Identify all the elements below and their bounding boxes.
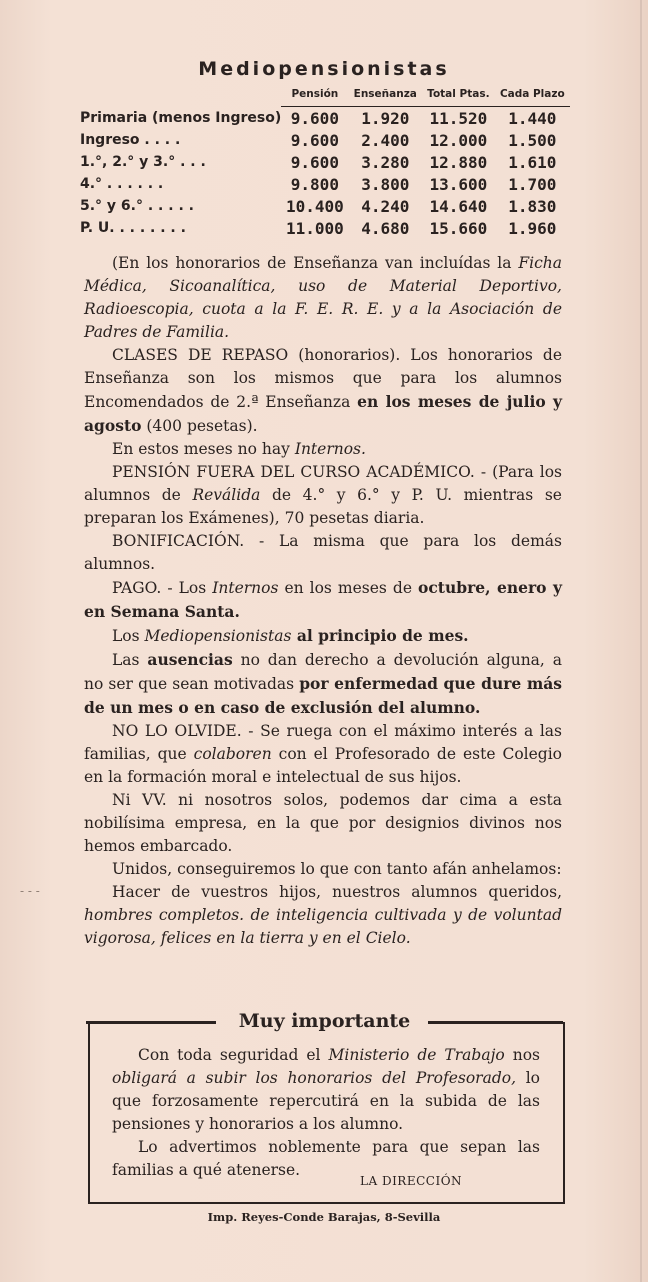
- body-text: [84, 252, 562, 950]
- text: en los meses de: [278, 579, 419, 597]
- text: con el Profesorado de este Colegio en la formación moral e intelectual de sus hijos.: [84, 745, 562, 786]
- table-row: [80, 173, 570, 195]
- text: NO LO OLVIDE. - Se ruega con el máximo interés a las familias, que: [84, 722, 562, 763]
- signature: LA DIRECCIÓN: [360, 1174, 463, 1188]
- cell-value: 1.610: [508, 152, 557, 172]
- header-plazo: Cada Plazo: [495, 88, 570, 107]
- cell-value: 3.800: [361, 174, 410, 194]
- cell-value: 4.240: [361, 196, 410, 216]
- paragraph-no-lo-olvide: [84, 720, 562, 789]
- text: Hacer de vuestros hijos, nuestros alumnos queridos,: [112, 883, 562, 901]
- cell-value: 1.500: [508, 130, 557, 150]
- row-label: 4.° . . . . . .: [80, 176, 164, 192]
- text-italic: Internos: [212, 579, 279, 597]
- cell-value: 11.000: [285, 218, 344, 238]
- text: CLASES DE REPASO (honorarios). Los honorarios de Enseñanza son los mismos que para los alumnos Encomendados de 2.ª Enseñanza: [84, 346, 562, 411]
- text: En estos meses no hay: [112, 440, 295, 458]
- text-italic: Mediopensionistas: [144, 627, 292, 645]
- row-label: P. U. . . . . . . .: [80, 220, 186, 236]
- table-row: [80, 129, 570, 151]
- text: (En los honorarios de Enseñanza van incluídas la: [112, 254, 519, 272]
- cell-value: 4.680: [361, 218, 410, 238]
- text-bold: en los meses de julio y agosto: [84, 392, 562, 435]
- text-bold: octubre, enero y en Semana Santa.: [84, 578, 563, 621]
- text: lo que forzosamente repercutirá en la subida de las pensiones y honorarios a los alumno.: [112, 1069, 541, 1133]
- row-label: 5.° y 6.° . . . . .: [80, 198, 194, 214]
- header-total: Total Ptas.: [422, 88, 495, 107]
- paragraph-inclusions: [84, 252, 562, 344]
- paragraph-pension-fuera: [84, 461, 562, 530]
- header-pension: Pensión: [281, 88, 348, 107]
- cell-value: 10.400: [285, 196, 344, 216]
- row-label: Ingreso . . . .: [80, 132, 181, 148]
- text-italic: Ministerio de Trabajo: [328, 1046, 505, 1064]
- text-bold: por enfermedad que dure más de un mes o en caso de exclusión del alumno.: [84, 674, 562, 717]
- table-header-row: [80, 88, 570, 107]
- paragraph-internos: [84, 438, 562, 461]
- table-row: [80, 195, 570, 217]
- text-bold: ausencias: [147, 650, 233, 669]
- cell-value: 12.000: [429, 130, 488, 150]
- paragraph-pago: [84, 576, 562, 624]
- page-title: Mediopensionistas: [198, 58, 450, 80]
- header-blank: [80, 88, 281, 107]
- cell-value: 12.880: [429, 152, 488, 172]
- text: no dan derecho a devolución alguna, a no ser que sean motivadas: [84, 651, 562, 693]
- notice-paragraph: [112, 1044, 540, 1136]
- table-row: [80, 217, 570, 239]
- text: PENSIÓN FUERA DEL CURSO ACADÉMICO. - (Para los alumnos de: [84, 463, 562, 504]
- text-italic: hombres completos. de inteligencia cultivada y de voluntad vigorosa, felices en la tierra y en el Cielo.: [84, 906, 562, 947]
- fees-table: [80, 88, 570, 239]
- cell-value: 1.440: [508, 108, 557, 128]
- cell-value: 15.660: [429, 218, 488, 238]
- header-ensenanza: Enseñanza: [348, 88, 422, 107]
- cell-value: 3.280: [361, 152, 410, 172]
- text-italic: Ficha Médica, Sicoanalítica, uso de Material Deportivo, Radioescopia, cuota a la F. E. R. E. y a la Asociación de Padres de Familia.: [84, 254, 562, 341]
- paragraph-bonificacion: BONIFICACIÓN. - La misma que para los demás alumnos.: [84, 532, 562, 573]
- cell-value: 9.800: [290, 174, 339, 194]
- text: Los: [112, 627, 145, 645]
- paragraph-hacer: [84, 881, 562, 950]
- cell-value: 9.600: [290, 108, 339, 128]
- text: nos: [504, 1046, 541, 1064]
- cell-value: 1.960: [508, 218, 557, 238]
- cell-value: 11.520: [429, 108, 488, 128]
- paragraph-clases-repaso: [84, 344, 562, 438]
- table-row: [80, 107, 570, 130]
- text: Las: [112, 651, 148, 669]
- text: Con toda seguridad el: [138, 1046, 329, 1064]
- text: de 4.° y 6.° y P. U. mientras se preparan los Exámenes), 70 pesetas diaria.: [84, 486, 562, 527]
- cell-value: 9.600: [290, 130, 339, 150]
- printer-imprint: Imp. Reyes-Conde Barajas, 8-Sevilla: [207, 1210, 441, 1224]
- cell-value: 13.600: [429, 174, 488, 194]
- text-italic: Internos.: [294, 440, 366, 458]
- text-bold: al principio de mes.: [291, 626, 469, 645]
- fold-mark: - - -: [20, 884, 40, 898]
- text-italic: obligará a subir los honorarios del Profesorado,: [112, 1069, 517, 1087]
- paragraph-mediopensionistas: [84, 624, 562, 648]
- paragraph-ni-vv: Ni VV. ni nosotros solos, podemos dar cima a esta nobilísima empresa, en la que por designios divinos nos hemos embarcado.: [84, 791, 562, 855]
- notice-title: Muy importante: [238, 1010, 411, 1032]
- cell-value: 1.830: [508, 196, 557, 216]
- text-italic: Reválida: [192, 486, 261, 504]
- table-row: [80, 151, 570, 173]
- text-italic: colaboren: [193, 745, 272, 763]
- cell-value: 9.600: [290, 152, 339, 172]
- cell-value: 2.400: [361, 130, 410, 150]
- row-label: 1.°, 2.° y 3.° . . .: [80, 154, 206, 170]
- notice-text: [112, 1044, 540, 1182]
- cell-value: 1.920: [361, 108, 410, 128]
- text: PAGO. - Los: [112, 579, 213, 597]
- notice-paragraph: Lo advertimos noblemente para que sepan las familias a qué atenerse.: [112, 1138, 540, 1179]
- cell-value: 1.700: [508, 174, 557, 194]
- row-label: Primaria (menos Ingreso): [80, 109, 282, 126]
- paragraph-unidos: Unidos, conseguiremos lo que con tanto afán anhelamos:: [112, 860, 562, 878]
- text: (400 pesetas).: [141, 417, 258, 435]
- perforated-edge: [640, 0, 642, 1282]
- cell-value: 14.640: [429, 196, 488, 216]
- paragraph-ausencias: [84, 648, 562, 720]
